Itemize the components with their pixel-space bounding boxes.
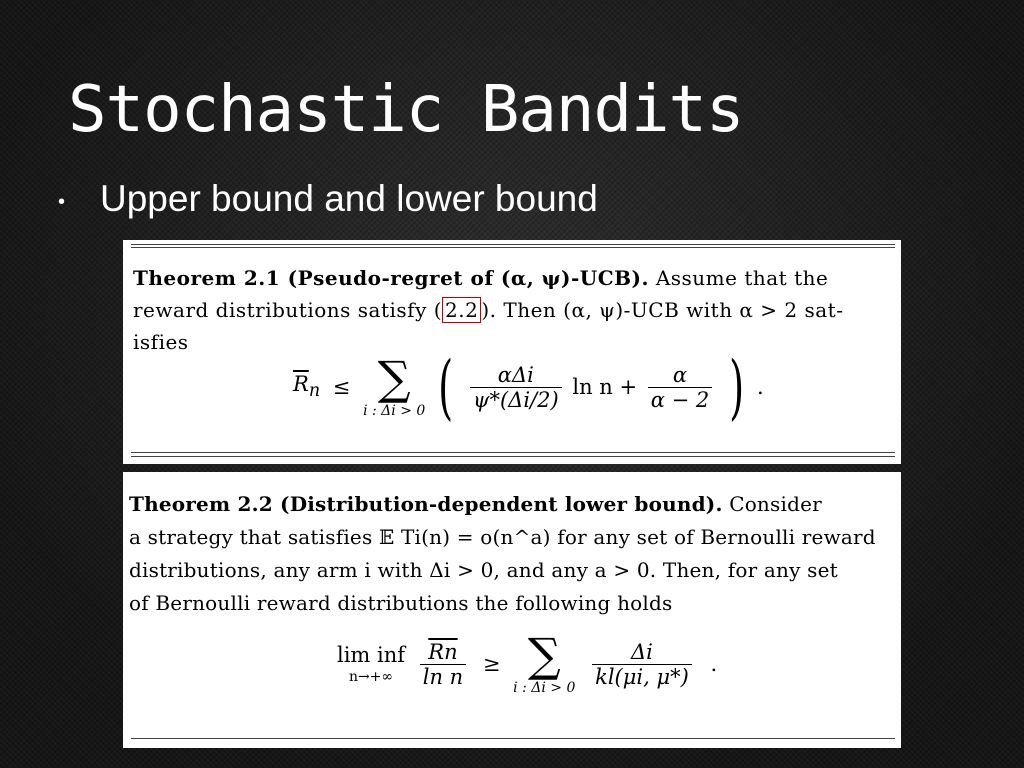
theorem-2-2-image <box>123 472 901 748</box>
theorem-2-2-line-3: distributions, any arm i with Δi > 0, and any a > 0. Then, for any set <box>129 558 838 582</box>
fraction-2: $\frac{\alpha}{\alpha - 2}$ <box>648 363 713 412</box>
formula-period: . <box>710 652 718 676</box>
bottom-rule <box>131 738 895 739</box>
slide-title: Stochastic Bandits <box>68 73 744 147</box>
ln-term: ln n + <box>572 375 638 399</box>
open-paren: ( <box>438 346 454 428</box>
theorem-2-2-formula <box>337 628 718 696</box>
close-paren: ) <box>729 346 745 428</box>
top-rule-inner <box>131 247 895 248</box>
theorem-2-1-line-1 <box>133 266 828 290</box>
theorem-2-1-line-3: isfies <box>133 330 189 354</box>
formula-relation: ≤ <box>332 375 351 399</box>
theorem-2-2-line-2: a strategy that satisfies 𝔼 Ti(n) = o(n^a) for any set of Bernoulli reward <box>129 525 876 549</box>
fraction-regret: $\frac{\overline{Rn}}{\text{ln n}}$ <box>420 640 466 689</box>
theorem-2-1-line-2-post: ). Then (α, ψ)-UCB with α > 2 sat- <box>481 298 844 322</box>
theorem-2-1-line-2 <box>133 298 843 322</box>
bottom-rule-inner <box>131 456 895 457</box>
sum-operator: ∑ i : Δi > 0 <box>363 351 426 419</box>
formula-relation: ≥ <box>482 652 501 676</box>
theorem-2-2-line-4: of Bernoulli reward distributions the following holds <box>129 591 673 615</box>
theorem-2-2-heading: Theorem 2.2 (Distribution-dependent lower bound). <box>129 492 723 516</box>
bullet-marker: • <box>58 191 66 213</box>
fraction-1: $\frac{\text{αΔi}}{\psi*(\Delta i/2)}$ <box>470 363 562 412</box>
formula-period: . <box>756 375 764 399</box>
theorem-2-1-line-1-rest: Assume that the <box>655 266 829 290</box>
theorem-2-1-heading: Theorem 2.1 (Pseudo-regret of (α, ψ)-UCB). <box>133 266 649 290</box>
theorem-2-1-line-2-pre: reward distributions satisfy ( <box>133 298 443 322</box>
sum-operator: ∑ i : Δi > 0 <box>513 628 576 696</box>
formula-lhs: $\overline{R}_n$ <box>293 372 321 402</box>
theorem-2-1-image <box>123 240 901 464</box>
bullet-text: Upper bound and lower bound <box>100 178 598 219</box>
fraction-kl: $\frac{\Delta i}{kl(\mu i, \mu*)}$ <box>592 640 692 689</box>
liminf-operator: lim inf n→+∞ <box>337 643 406 685</box>
bottom-rule <box>131 452 895 453</box>
theorem-2-1-formula <box>293 346 764 428</box>
top-rule <box>131 244 895 245</box>
equation-reference-link[interactable]: 2.2 <box>442 297 481 323</box>
theorem-2-2-line-1-rest: Consider <box>729 492 822 516</box>
theorem-2-2-line-1 <box>129 492 822 516</box>
